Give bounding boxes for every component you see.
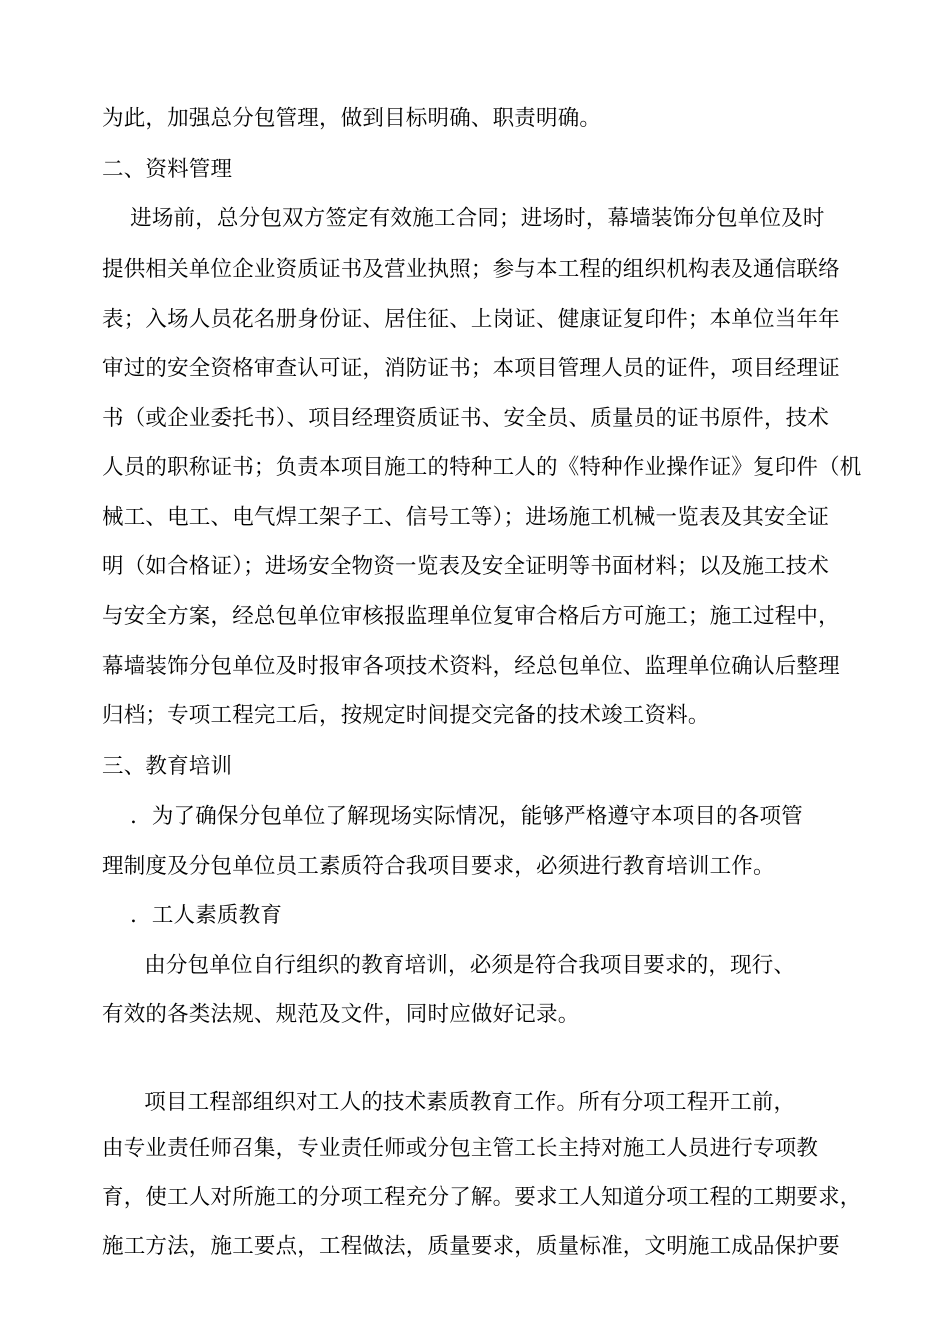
- text-line: 人员的职称证书；负责本项目施工的特种工人的《特种作业操作证》复印件（机: [102, 455, 862, 480]
- text-line: 书（或企业委托书）、项目经理资质证书、安全员、质量员的证书原件，技术: [102, 406, 830, 431]
- section-heading: 二、资料管理: [102, 157, 233, 182]
- text-line: 由分包单位自行组织的教育培训，必须是符合我项目要求的，现行、: [102, 953, 796, 978]
- text-line: ．为了确保分包单位了解现场实际情况，能够严格遵守本项目的各项管: [102, 804, 803, 829]
- text-line: 育，使工人对所施工的分项工程充分了解。要求工人知道分项工程的工期要求，: [102, 1185, 862, 1210]
- text-line: 项目工程部组织对工人的技术素质教育工作。所有分项工程开工前，: [102, 1090, 796, 1115]
- text-line: 审过的安全资格审查认可证，消防证书；本项目管理人员的证件，项目经理证: [102, 356, 840, 381]
- text-line: 提供相关单位企业资质证书及营业执照；参与本工程的组织机构表及通信联络: [102, 257, 840, 282]
- text-line: 与安全方案，经总包单位审核报监理单位复审合格后方可施工；施工过程中，: [102, 604, 840, 629]
- text-line: 为此，加强总分包管理，做到目标明确、职责明确。: [102, 106, 602, 131]
- text-line: 幕墙装饰分包单位及时报审各项技术资料，经总包单位、监理单位确认后整理: [102, 654, 840, 679]
- text-line: 理制度及分包单位员工素质符合我项目要求，必须进行教育培训工作。: [102, 854, 775, 879]
- text-line: 有效的各类法规、规范及文件，同时应做好记录。: [102, 1002, 580, 1027]
- text-line: 归档；专项工程完工后，按规定时间提交完备的技术竣工资料。: [102, 703, 710, 728]
- text-line: 施工方法，施工要点，工程做法，质量要求，质量标准，文明施工成品保护要: [102, 1234, 840, 1259]
- text-line: 由专业责任师召集，专业责任师或分包主管工长主持对施工人员进行专项教: [102, 1136, 819, 1161]
- subheading: ．工人素质教育: [102, 903, 283, 928]
- text-line: 械工、电工、电气焊工架子工、信号工等）；进场施工机械一览表及其安全证: [102, 505, 830, 530]
- section-heading: 三、教育培训: [102, 754, 233, 779]
- text-line: 明（如合格证）；进场安全物资一览表及安全证明等书面材料；以及施工技术: [102, 554, 830, 579]
- text-line: 表；入场人员花名册身份证、居住征、上岗证、健康证复印件；本单位当年年: [102, 307, 840, 332]
- text-line: 进场前，总分包双方签定有效施工合同；进场时，幕墙装饰分包单位及时: [102, 206, 825, 231]
